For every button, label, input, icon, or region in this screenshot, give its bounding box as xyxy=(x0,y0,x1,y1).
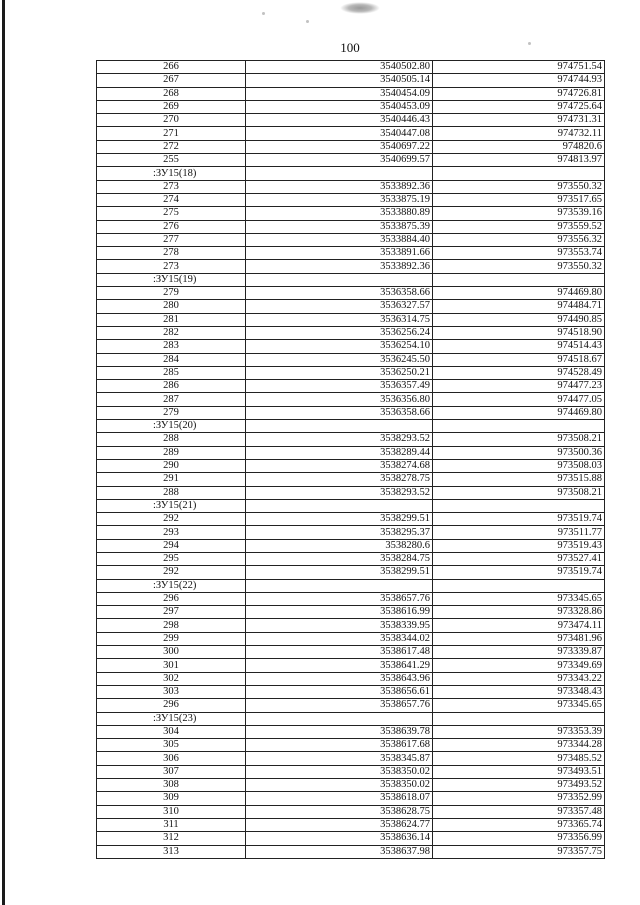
x-coordinate-cell: 3538636.14 xyxy=(246,832,433,845)
x-coordinate-cell: 3540699.57 xyxy=(246,154,433,167)
table-row xyxy=(97,193,605,206)
point-number-cell: 293 xyxy=(97,526,246,539)
y-coordinate-cell: 973357.75 xyxy=(433,845,605,858)
x-coordinate-cell: 3540453.09 xyxy=(246,100,433,113)
y-coordinate-cell: 973485.52 xyxy=(433,752,605,765)
empty-cell xyxy=(433,579,605,592)
table-row xyxy=(97,513,605,526)
y-coordinate-cell: 973493.51 xyxy=(433,765,605,778)
y-coordinate-cell: 973339.87 xyxy=(433,646,605,659)
point-number-cell: 310 xyxy=(97,805,246,818)
y-coordinate-cell: 974744.93 xyxy=(433,74,605,87)
point-number-cell: 294 xyxy=(97,539,246,552)
x-coordinate-cell: 3538628.75 xyxy=(246,805,433,818)
y-coordinate-cell: 974813.97 xyxy=(433,154,605,167)
table-row xyxy=(97,792,605,805)
table-row xyxy=(97,233,605,246)
x-coordinate-cell: 3538618.07 xyxy=(246,792,433,805)
y-coordinate-cell: 974726.81 xyxy=(433,87,605,100)
y-coordinate-cell: 974518.67 xyxy=(433,353,605,366)
table-row xyxy=(97,260,605,273)
y-coordinate-cell: 973519.43 xyxy=(433,539,605,552)
point-number-cell: 308 xyxy=(97,779,246,792)
x-coordinate-cell: 3538656.61 xyxy=(246,685,433,698)
point-number-cell: 269 xyxy=(97,100,246,113)
y-coordinate-cell: 973556.32 xyxy=(433,233,605,246)
table-row xyxy=(97,752,605,765)
section-header-row xyxy=(97,420,605,433)
page-left-edge xyxy=(2,0,5,905)
table-row xyxy=(97,739,605,752)
y-coordinate-cell: 973500.36 xyxy=(433,446,605,459)
point-number-cell: 290 xyxy=(97,459,246,472)
coordinates-table xyxy=(96,60,605,859)
table-row xyxy=(97,247,605,260)
x-coordinate-cell: 3540446.43 xyxy=(246,114,433,127)
x-coordinate-cell: 3538339.95 xyxy=(246,619,433,632)
table-row xyxy=(97,287,605,300)
y-coordinate-cell: 974477.23 xyxy=(433,380,605,393)
x-coordinate-cell: 3538280.6 xyxy=(246,539,433,552)
y-coordinate-cell: 973550.32 xyxy=(433,180,605,193)
empty-cell xyxy=(246,167,433,180)
x-coordinate-cell: 3533880.89 xyxy=(246,207,433,220)
table-row xyxy=(97,672,605,685)
point-number-cell: 273 xyxy=(97,260,246,273)
x-coordinate-cell: 3536254.10 xyxy=(246,340,433,353)
table-row xyxy=(97,100,605,113)
point-number-cell: 306 xyxy=(97,752,246,765)
section-header-row xyxy=(97,167,605,180)
table-row xyxy=(97,313,605,326)
point-number-cell: 304 xyxy=(97,725,246,738)
table-row xyxy=(97,832,605,845)
point-number-cell: 309 xyxy=(97,792,246,805)
coordinates-table-body xyxy=(97,61,605,859)
y-coordinate-cell: 973553.74 xyxy=(433,247,605,260)
y-coordinate-cell: 973559.52 xyxy=(433,220,605,233)
x-coordinate-cell: 3538617.68 xyxy=(246,739,433,752)
x-coordinate-cell: 3538293.52 xyxy=(246,486,433,499)
section-label: :ЗУ15(21) xyxy=(97,499,246,512)
x-coordinate-cell: 3538657.76 xyxy=(246,592,433,605)
point-number-cell: 279 xyxy=(97,287,246,300)
x-coordinate-cell: 3538641.29 xyxy=(246,659,433,672)
point-number-cell: 277 xyxy=(97,233,246,246)
y-coordinate-cell: 973345.65 xyxy=(433,592,605,605)
y-coordinate-cell: 974518.90 xyxy=(433,326,605,339)
section-label: :ЗУ15(23) xyxy=(97,712,246,725)
point-number-cell: 287 xyxy=(97,393,246,406)
empty-cell xyxy=(433,273,605,286)
x-coordinate-cell: 3538284.75 xyxy=(246,552,433,565)
y-coordinate-cell: 973349.69 xyxy=(433,659,605,672)
y-coordinate-cell: 974528.49 xyxy=(433,366,605,379)
scan-speck xyxy=(262,12,265,15)
x-coordinate-cell: 3538624.77 xyxy=(246,818,433,831)
point-number-cell: 300 xyxy=(97,646,246,659)
y-coordinate-cell: 973353.39 xyxy=(433,725,605,738)
table-row xyxy=(97,592,605,605)
point-number-cell: 288 xyxy=(97,433,246,446)
point-number-cell: 312 xyxy=(97,832,246,845)
y-coordinate-cell: 973511.77 xyxy=(433,526,605,539)
point-number-cell: 279 xyxy=(97,406,246,419)
point-number-cell: 289 xyxy=(97,446,246,459)
table-row xyxy=(97,818,605,831)
y-coordinate-cell: 974469.80 xyxy=(433,287,605,300)
x-coordinate-cell: 3538344.02 xyxy=(246,632,433,645)
x-coordinate-cell: 3538657.76 xyxy=(246,699,433,712)
point-number-cell: 286 xyxy=(97,380,246,393)
empty-cell xyxy=(246,712,433,725)
section-header-row xyxy=(97,273,605,286)
x-coordinate-cell: 3538295.37 xyxy=(246,526,433,539)
point-number-cell: 271 xyxy=(97,127,246,140)
point-number-cell: 278 xyxy=(97,247,246,260)
point-number-cell: 283 xyxy=(97,340,246,353)
point-number-cell: 301 xyxy=(97,659,246,672)
table-row xyxy=(97,606,605,619)
y-coordinate-cell: 974731.31 xyxy=(433,114,605,127)
table-row xyxy=(97,87,605,100)
point-number-cell: 313 xyxy=(97,845,246,858)
y-coordinate-cell: 974469.80 xyxy=(433,406,605,419)
point-number-cell: 311 xyxy=(97,818,246,831)
table-row xyxy=(97,685,605,698)
point-number-cell: 273 xyxy=(97,180,246,193)
y-coordinate-cell: 973508.21 xyxy=(433,486,605,499)
table-row xyxy=(97,393,605,406)
table-row xyxy=(97,459,605,472)
x-coordinate-cell: 3540505.14 xyxy=(246,74,433,87)
y-coordinate-cell: 974820.6 xyxy=(433,140,605,153)
x-coordinate-cell: 3538299.51 xyxy=(246,566,433,579)
table-row xyxy=(97,353,605,366)
point-number-cell: 305 xyxy=(97,739,246,752)
x-coordinate-cell: 3538643.96 xyxy=(246,672,433,685)
point-number-cell: 303 xyxy=(97,685,246,698)
x-coordinate-cell: 3533884.40 xyxy=(246,233,433,246)
point-number-cell: 307 xyxy=(97,765,246,778)
empty-cell xyxy=(433,499,605,512)
x-coordinate-cell: 3536358.66 xyxy=(246,287,433,300)
y-coordinate-cell: 973481.96 xyxy=(433,632,605,645)
point-number-cell: 285 xyxy=(97,366,246,379)
table-row xyxy=(97,805,605,818)
table-row xyxy=(97,340,605,353)
x-coordinate-cell: 3538345.87 xyxy=(246,752,433,765)
x-coordinate-cell: 3533875.39 xyxy=(246,220,433,233)
x-coordinate-cell: 3536356.80 xyxy=(246,393,433,406)
point-number-cell: 276 xyxy=(97,220,246,233)
x-coordinate-cell: 3536327.57 xyxy=(246,300,433,313)
point-number-cell: 281 xyxy=(97,313,246,326)
y-coordinate-cell: 973348.43 xyxy=(433,685,605,698)
x-coordinate-cell: 3536250.21 xyxy=(246,366,433,379)
table-row xyxy=(97,207,605,220)
empty-cell xyxy=(246,420,433,433)
table-row xyxy=(97,326,605,339)
table-row xyxy=(97,127,605,140)
point-number-cell: 270 xyxy=(97,114,246,127)
x-coordinate-cell: 3538639.78 xyxy=(246,725,433,738)
table-row xyxy=(97,486,605,499)
point-number-cell: 266 xyxy=(97,61,246,74)
x-coordinate-cell: 3536245.50 xyxy=(246,353,433,366)
point-number-cell: 296 xyxy=(97,592,246,605)
table-row xyxy=(97,659,605,672)
x-coordinate-cell: 3536314.75 xyxy=(246,313,433,326)
point-number-cell: 284 xyxy=(97,353,246,366)
table-row xyxy=(97,154,605,167)
point-number-cell: 274 xyxy=(97,193,246,206)
x-coordinate-cell: 3538293.52 xyxy=(246,433,433,446)
section-header-row xyxy=(97,499,605,512)
x-coordinate-cell: 3538617.48 xyxy=(246,646,433,659)
y-coordinate-cell: 973519.74 xyxy=(433,566,605,579)
y-coordinate-cell: 973515.88 xyxy=(433,473,605,486)
point-number-cell: 280 xyxy=(97,300,246,313)
y-coordinate-cell: 973356.99 xyxy=(433,832,605,845)
x-coordinate-cell: 3538289.44 xyxy=(246,446,433,459)
table-row xyxy=(97,539,605,552)
point-number-cell: 275 xyxy=(97,207,246,220)
table-row xyxy=(97,114,605,127)
scan-stamp-mark xyxy=(340,2,380,14)
point-number-cell: 299 xyxy=(97,632,246,645)
x-coordinate-cell: 3533892.36 xyxy=(246,260,433,273)
y-coordinate-cell: 973539.16 xyxy=(433,207,605,220)
x-coordinate-cell: 3538278.75 xyxy=(246,473,433,486)
table-row xyxy=(97,61,605,74)
point-number-cell: 288 xyxy=(97,486,246,499)
section-label: :ЗУ15(22) xyxy=(97,579,246,592)
table-row xyxy=(97,180,605,193)
x-coordinate-cell: 3540447.08 xyxy=(246,127,433,140)
y-coordinate-cell: 973550.32 xyxy=(433,260,605,273)
page-number: 100 xyxy=(340,40,360,55)
table-row xyxy=(97,552,605,565)
table-row xyxy=(97,699,605,712)
x-coordinate-cell: 3538350.02 xyxy=(246,765,433,778)
y-coordinate-cell: 973519.74 xyxy=(433,513,605,526)
y-coordinate-cell: 973365.74 xyxy=(433,818,605,831)
y-coordinate-cell: 973474.11 xyxy=(433,619,605,632)
x-coordinate-cell: 3538616.99 xyxy=(246,606,433,619)
x-coordinate-cell: 3540454.09 xyxy=(246,87,433,100)
table-row xyxy=(97,220,605,233)
y-coordinate-cell: 973357.48 xyxy=(433,805,605,818)
table-row xyxy=(97,619,605,632)
y-coordinate-cell: 974732.11 xyxy=(433,127,605,140)
x-coordinate-cell: 3540502.80 xyxy=(246,61,433,74)
x-coordinate-cell: 3533892.36 xyxy=(246,180,433,193)
table-row xyxy=(97,446,605,459)
table-row xyxy=(97,845,605,858)
section-header-row xyxy=(97,712,605,725)
y-coordinate-cell: 973517.65 xyxy=(433,193,605,206)
table-row xyxy=(97,140,605,153)
table-row xyxy=(97,725,605,738)
y-coordinate-cell: 974490.85 xyxy=(433,313,605,326)
point-number-cell: 302 xyxy=(97,672,246,685)
x-coordinate-cell: 3540697.22 xyxy=(246,140,433,153)
y-coordinate-cell: 973328.86 xyxy=(433,606,605,619)
y-coordinate-cell: 974477.05 xyxy=(433,393,605,406)
point-number-cell: 255 xyxy=(97,154,246,167)
x-coordinate-cell: 3533891.66 xyxy=(246,247,433,260)
point-number-cell: 292 xyxy=(97,566,246,579)
y-coordinate-cell: 973345.65 xyxy=(433,699,605,712)
table-row xyxy=(97,632,605,645)
empty-cell xyxy=(433,167,605,180)
x-coordinate-cell: 3533875.19 xyxy=(246,193,433,206)
table-row xyxy=(97,300,605,313)
y-coordinate-cell: 974751.54 xyxy=(433,61,605,74)
y-coordinate-cell: 973493.52 xyxy=(433,779,605,792)
x-coordinate-cell: 3538274.68 xyxy=(246,459,433,472)
point-number-cell: 291 xyxy=(97,473,246,486)
point-number-cell: 297 xyxy=(97,606,246,619)
table-row xyxy=(97,779,605,792)
table-row xyxy=(97,473,605,486)
x-coordinate-cell: 3538637.98 xyxy=(246,845,433,858)
point-number-cell: 282 xyxy=(97,326,246,339)
y-coordinate-cell: 973508.03 xyxy=(433,459,605,472)
y-coordinate-cell: 973527.41 xyxy=(433,552,605,565)
x-coordinate-cell: 3536256.24 xyxy=(246,326,433,339)
y-coordinate-cell: 973508.21 xyxy=(433,433,605,446)
y-coordinate-cell: 973343.22 xyxy=(433,672,605,685)
section-header-row xyxy=(97,579,605,592)
x-coordinate-cell: 3536358.66 xyxy=(246,406,433,419)
table-row xyxy=(97,406,605,419)
table-row xyxy=(97,765,605,778)
x-coordinate-cell: 3536357.49 xyxy=(246,380,433,393)
point-number-cell: 268 xyxy=(97,87,246,100)
empty-cell xyxy=(246,579,433,592)
y-coordinate-cell: 974484.71 xyxy=(433,300,605,313)
empty-cell xyxy=(246,273,433,286)
section-label: :ЗУ15(18) xyxy=(97,167,246,180)
point-number-cell: 296 xyxy=(97,699,246,712)
table-row xyxy=(97,74,605,87)
x-coordinate-cell: 3538350.02 xyxy=(246,779,433,792)
table-row xyxy=(97,646,605,659)
y-coordinate-cell: 973352.99 xyxy=(433,792,605,805)
empty-cell xyxy=(433,420,605,433)
empty-cell xyxy=(433,712,605,725)
point-number-cell: 298 xyxy=(97,619,246,632)
section-label: :ЗУ15(20) xyxy=(97,420,246,433)
point-number-cell: 295 xyxy=(97,552,246,565)
empty-cell xyxy=(246,499,433,512)
y-coordinate-cell: 974514.43 xyxy=(433,340,605,353)
point-number-cell: 292 xyxy=(97,513,246,526)
x-coordinate-cell: 3538299.51 xyxy=(246,513,433,526)
table-row xyxy=(97,566,605,579)
table-row xyxy=(97,526,605,539)
section-label: :ЗУ15(19) xyxy=(97,273,246,286)
table-row xyxy=(97,433,605,446)
point-number-cell: 267 xyxy=(97,74,246,87)
y-coordinate-cell: 973344.28 xyxy=(433,739,605,752)
y-coordinate-cell: 974725.64 xyxy=(433,100,605,113)
point-number-cell: 272 xyxy=(97,140,246,153)
table-row xyxy=(97,366,605,379)
table-row xyxy=(97,380,605,393)
scan-speck xyxy=(306,20,309,23)
